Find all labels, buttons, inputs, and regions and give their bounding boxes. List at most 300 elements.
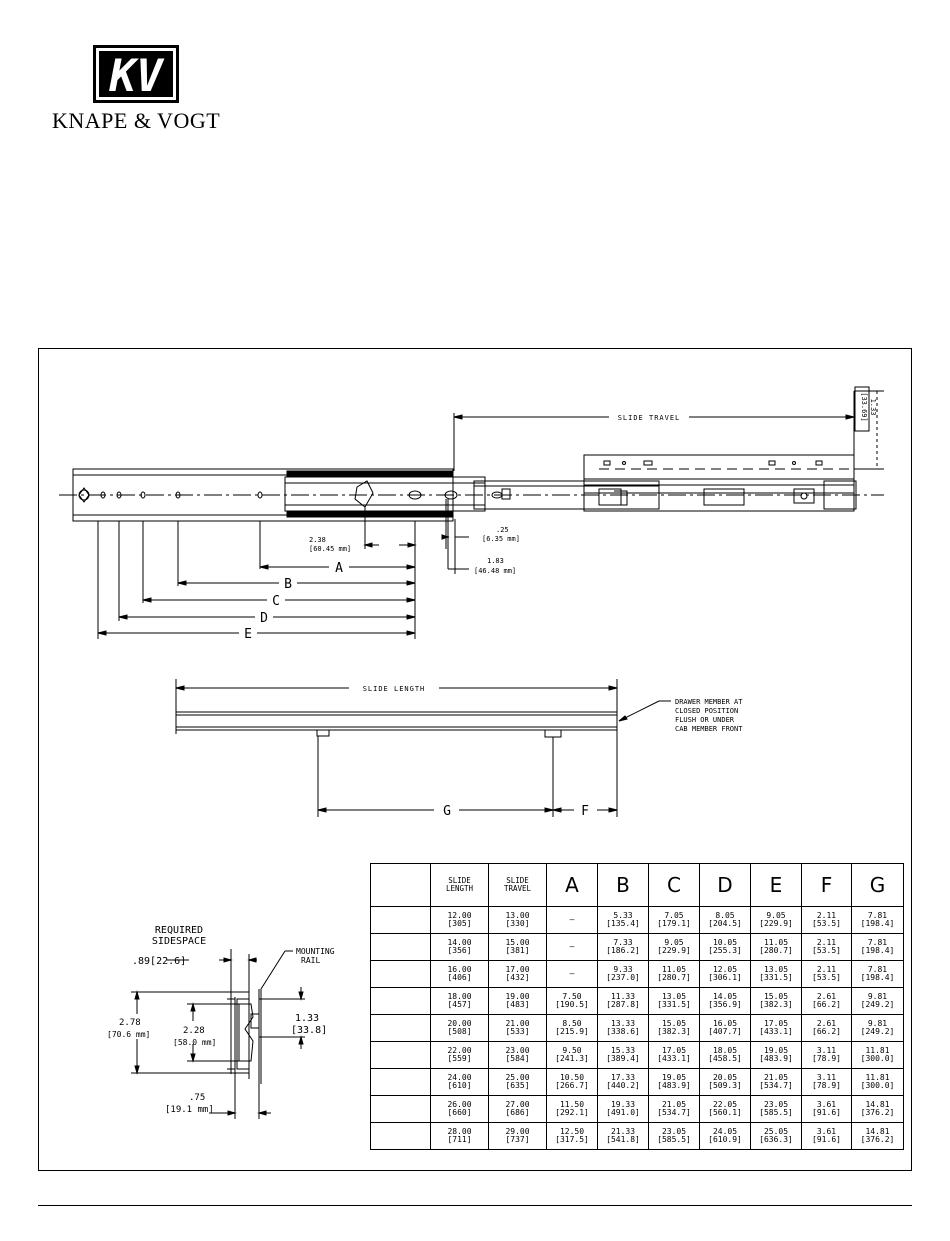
offset-dim-mm: [33.69] [860, 392, 868, 422]
table-cell [751, 1015, 802, 1042]
table-cell [852, 907, 904, 934]
table-cell [802, 1042, 852, 1069]
note-line-4: CAB MEMBER FRONT [675, 725, 743, 733]
table-row [371, 907, 904, 934]
table-cell [700, 961, 751, 988]
cell-mm: [66.2] [812, 1027, 841, 1036]
table-row [371, 1042, 904, 1069]
table-cell [371, 988, 431, 1015]
table-cell [852, 988, 904, 1015]
cell-inches: 12.50 [559, 1126, 585, 1136]
cell-inches: 7.81 [867, 910, 888, 920]
table-cell [700, 934, 751, 961]
cell-inches: 17.33 [610, 1072, 636, 1082]
cell-inches: 2.11 [816, 937, 837, 947]
inner-dim: 2.28 [183, 1026, 205, 1036]
cell-mm: [186.2] [606, 946, 640, 955]
table-cell [598, 1096, 649, 1123]
cell-inches: 15.05 [661, 1018, 687, 1028]
cell-mm: [382.3] [657, 1027, 691, 1036]
cell-mm: [237.0] [606, 973, 640, 982]
cell-inches: 3.61 [816, 1099, 837, 1109]
cell-mm: [560.1] [708, 1108, 742, 1117]
table-cell [700, 907, 751, 934]
cell-mm: [483.9] [657, 1081, 691, 1090]
table-cell [547, 1042, 598, 1069]
note-line-3: FLUSH OR UNDER [675, 716, 735, 724]
dim-label-a: A [335, 561, 343, 576]
cell-mm: [534.7] [759, 1081, 793, 1090]
cell-inches: 12.00 [447, 910, 472, 920]
table-cell [547, 961, 598, 988]
cell-inches: – [569, 941, 575, 951]
thick-dim: .75 [189, 1093, 206, 1103]
cell-inches: 11.50 [559, 1099, 585, 1109]
cell-mm: [66.2] [812, 1000, 841, 1009]
cell-inches: – [569, 968, 575, 978]
cell-mm: [660] [447, 1108, 472, 1117]
cell-mm: [356] [447, 946, 472, 955]
cell-inches: 9.33 [613, 964, 633, 974]
cell-mm: [198.4] [860, 973, 895, 982]
cell-inches: 22.00 [447, 1045, 472, 1055]
table-cell [598, 1042, 649, 1069]
dim-238-mm: [60.45 mm] [309, 545, 352, 553]
cell-inches: 2.11 [816, 910, 837, 920]
cell-mm: [300.0] [860, 1054, 895, 1063]
cell-inches: 12.05 [712, 964, 738, 974]
table-cell [371, 934, 431, 961]
table-cell [852, 1015, 904, 1042]
table-cell [598, 1069, 649, 1096]
cell-mm: [292.1] [555, 1108, 589, 1117]
cell-inches: 20.00 [447, 1018, 472, 1028]
table-cell [700, 1123, 751, 1150]
cell-inches: 21.33 [610, 1126, 636, 1136]
cell-inches: 7.50 [562, 991, 582, 1001]
header-slide-length: SLIDE LENGTH [431, 864, 489, 907]
cell-inches: 11.05 [661, 964, 687, 974]
table-cell [649, 1096, 700, 1123]
cell-mm: [483] [505, 1000, 530, 1009]
table-cell [649, 907, 700, 934]
table-cell [700, 988, 751, 1015]
cell-mm: [406] [447, 973, 472, 982]
cell-inches: 21.05 [763, 1072, 789, 1082]
table-cell [547, 907, 598, 934]
table-cell [649, 1123, 700, 1150]
dim-label-d: D [260, 611, 268, 626]
cell-mm: [249.2] [860, 1000, 895, 1009]
cell-mm: [541.8] [606, 1135, 640, 1144]
dim-025: .25 [496, 526, 509, 534]
slide-dimensions-table [370, 863, 904, 1150]
cell-inches: 8.50 [562, 1018, 582, 1028]
cell-mm: [255.3] [708, 946, 742, 955]
table-cell [598, 1123, 649, 1150]
table-cell [371, 1096, 431, 1123]
table-cell [371, 1015, 431, 1042]
table-cell [547, 934, 598, 961]
cell-inches: 15.05 [763, 991, 789, 1001]
cell-mm: [241.3] [555, 1054, 589, 1063]
cell-inches: 23.00 [505, 1045, 530, 1055]
cell-inches: 10.50 [559, 1072, 585, 1082]
cell-mm: [91.6] [812, 1135, 841, 1144]
cell-mm: [300.0] [860, 1081, 895, 1090]
mounting-rail-1: MOUNTING [296, 947, 335, 956]
cell-mm: [331.5] [657, 1000, 691, 1009]
dim-label-g: G [443, 804, 451, 819]
table-cell [489, 961, 547, 988]
table-cell [802, 1096, 852, 1123]
cell-mm: [509.3] [708, 1081, 742, 1090]
table-cell [598, 988, 649, 1015]
table-cell [649, 988, 700, 1015]
table-cell [489, 988, 547, 1015]
table-cell [547, 1123, 598, 1150]
table-row [371, 1015, 904, 1042]
table-row [371, 961, 904, 988]
cell-inches: 25.05 [763, 1126, 789, 1136]
table-cell [547, 1069, 598, 1096]
header-c: C [649, 864, 700, 907]
header-g: G [852, 864, 904, 907]
table-cell [649, 1069, 700, 1096]
cell-inches: – [569, 914, 575, 924]
cell-inches: 3.11 [816, 1072, 837, 1082]
cell-mm: [686] [505, 1108, 530, 1117]
table-cell [649, 1015, 700, 1042]
cell-inches: 22.05 [712, 1099, 738, 1109]
cell-inches: 23.05 [661, 1126, 687, 1136]
cell-mm: [407.7] [708, 1027, 742, 1036]
cell-inches: 18.00 [447, 991, 472, 1001]
cell-inches: 9.50 [562, 1045, 582, 1055]
sidespace-dim: .89[22.6] [132, 956, 187, 967]
note-line-2: CLOSED POSITION [675, 707, 739, 715]
table-cell [802, 988, 852, 1015]
cell-mm: [330] [505, 919, 530, 928]
table-cell [802, 961, 852, 988]
cell-mm: [338.6] [606, 1027, 640, 1036]
table-cell [751, 1042, 802, 1069]
dim-label-c: C [272, 594, 280, 609]
cell-mm: [53.5] [812, 946, 841, 955]
cell-inches: 10.05 [712, 937, 738, 947]
table-cell [751, 1069, 802, 1096]
cell-mm: [711] [447, 1135, 472, 1144]
table-cell [431, 961, 489, 988]
cell-mm: [508] [447, 1027, 472, 1036]
inner-dim-mm: [58.0 mm] [173, 1038, 217, 1047]
cell-inches: 7.05 [664, 910, 684, 920]
cell-inches: 19.33 [610, 1099, 636, 1109]
cell-mm: [458.5] [708, 1054, 742, 1063]
cell-inches: 17.00 [505, 964, 530, 974]
cell-inches: 14.00 [447, 937, 472, 947]
table-cell [751, 1123, 802, 1150]
mounting-rail-2: RAIL [301, 956, 321, 965]
table-cell [431, 1069, 489, 1096]
cell-inches: 11.81 [865, 1045, 890, 1055]
cell-mm: [331.5] [759, 973, 793, 982]
cell-inches: 21.05 [661, 1099, 687, 1109]
cell-mm: [585.5] [759, 1108, 793, 1117]
table-cell [431, 1042, 489, 1069]
cell-inches: 14.81 [865, 1099, 890, 1109]
table-cell [802, 907, 852, 934]
cell-mm: [198.4] [860, 919, 895, 928]
hole-dim-mm: [33.8] [291, 1025, 328, 1036]
cell-mm: [135.4] [606, 919, 640, 928]
cell-mm: [737] [505, 1135, 530, 1144]
slide-travel-label: SLIDE TRAVEL [617, 414, 681, 422]
table-cell [751, 934, 802, 961]
cell-mm: [356.9] [708, 1000, 742, 1009]
hole-dim: 1.33 [295, 1013, 320, 1024]
cell-inches: 7.33 [613, 937, 633, 947]
cell-inches: 2.11 [816, 964, 837, 974]
cell-inches: 3.11 [816, 1045, 837, 1055]
cell-inches: 13.05 [763, 964, 789, 974]
table-cell [431, 1015, 489, 1042]
cell-inches: 15.33 [610, 1045, 636, 1055]
table-cell [547, 1096, 598, 1123]
cell-mm: [491.0] [606, 1108, 640, 1117]
cell-inches: 17.05 [661, 1045, 687, 1055]
cell-mm: [229.9] [657, 946, 691, 955]
table-cell [649, 961, 700, 988]
cell-inches: 17.05 [763, 1018, 789, 1028]
thick-dim-mm: [19.1 mm] [165, 1105, 214, 1115]
dim-025-mm: [6.35 mm] [482, 535, 520, 543]
cell-mm: [317.5] [555, 1135, 589, 1144]
dim-183: 1.83 [487, 557, 504, 565]
table-cell [802, 1123, 852, 1150]
dim-label-b: B [284, 577, 292, 592]
table-cell [802, 1015, 852, 1042]
knape-vogt-logo-icon [93, 45, 179, 103]
table-row [371, 1096, 904, 1123]
table-row [371, 934, 904, 961]
header-b: B [598, 864, 649, 907]
cell-inches: 16.05 [712, 1018, 738, 1028]
table-cell [431, 988, 489, 1015]
height-dim-mm: [70.6 mm] [107, 1030, 151, 1039]
dim-238: 2.38 [309, 536, 326, 544]
cell-mm: [91.6] [812, 1108, 841, 1117]
cell-mm: [635] [505, 1081, 530, 1090]
cell-inches: 14.05 [712, 991, 738, 1001]
dim-183-mm: [46.48 mm] [474, 567, 517, 575]
table-cell [598, 934, 649, 961]
cell-inches: 24.05 [712, 1126, 738, 1136]
table-cell [371, 961, 431, 988]
cell-inches: 19.00 [505, 991, 530, 1001]
table-cell [489, 934, 547, 961]
cell-inches: 18.05 [712, 1045, 738, 1055]
logo-mark-text: KV [109, 51, 163, 102]
table-row [371, 1123, 904, 1150]
cell-inches: 9.81 [867, 1018, 888, 1028]
table-cell [489, 1096, 547, 1123]
table-cell [489, 1042, 547, 1069]
slide-length-label: SLIDE LENGTH [362, 685, 426, 693]
cell-mm: [610] [447, 1081, 472, 1090]
table-cell [852, 961, 904, 988]
cell-inches: 27.00 [505, 1099, 530, 1109]
header-blank [371, 864, 431, 907]
table-cell [852, 1123, 904, 1150]
brand-name: KNAPE & VOGT [52, 108, 221, 133]
table-cell [700, 1096, 751, 1123]
table-cell [852, 1096, 904, 1123]
header-e: E [751, 864, 802, 907]
table-cell [852, 934, 904, 961]
table-cell [598, 961, 649, 988]
table-cell [852, 1042, 904, 1069]
header-slide-travel: SLIDE TRAVEL [489, 864, 547, 907]
cell-mm: [534.7] [657, 1108, 691, 1117]
cell-mm: [585.5] [657, 1135, 691, 1144]
table-cell [598, 1015, 649, 1042]
table-body [371, 907, 904, 1150]
table-cell [489, 1015, 547, 1042]
cell-inches: 24.00 [447, 1072, 472, 1082]
cell-mm: [533] [505, 1027, 530, 1036]
cell-inches: 9.05 [766, 910, 786, 920]
cell-inches: 20.05 [712, 1072, 738, 1082]
table-cell [371, 907, 431, 934]
cell-mm: [280.7] [657, 973, 691, 982]
table-cell [852, 1069, 904, 1096]
table-cell [700, 1069, 751, 1096]
table-cell [489, 1069, 547, 1096]
cell-mm: [433.1] [759, 1027, 793, 1036]
cell-mm: [179.1] [657, 919, 691, 928]
table-cell [489, 1123, 547, 1150]
cell-mm: [382.3] [759, 1000, 793, 1009]
cell-inches: 23.05 [763, 1099, 789, 1109]
cell-mm: [610.9] [708, 1135, 742, 1144]
cell-inches: 28.00 [447, 1126, 472, 1136]
table-cell [700, 1015, 751, 1042]
cell-inches: 8.05 [715, 910, 735, 920]
cell-mm: [376.2] [860, 1108, 895, 1117]
dim-label-f: F [581, 804, 589, 819]
table-cell [431, 1123, 489, 1150]
cell-mm: [53.5] [812, 919, 841, 928]
table-cell [431, 934, 489, 961]
cell-mm: [305] [447, 919, 472, 928]
table-cell [649, 1042, 700, 1069]
header-d: D [700, 864, 751, 907]
cell-inches: 11.33 [610, 991, 636, 1001]
cell-inches: 16.00 [447, 964, 472, 974]
table-cell [371, 1069, 431, 1096]
cell-mm: [78.9] [812, 1054, 841, 1063]
table-cell [751, 1096, 802, 1123]
cell-inches: 9.05 [664, 937, 684, 947]
cell-mm: [636.3] [759, 1135, 793, 1144]
sidespace-title-2: SIDESPACE [151, 936, 207, 947]
sidespace-title-1: REQUIRED [154, 925, 204, 936]
cell-mm: [266.7] [555, 1081, 589, 1090]
cell-inches: 21.00 [505, 1018, 530, 1028]
cell-inches: 14.81 [865, 1126, 890, 1136]
cell-inches: 13.00 [505, 910, 530, 920]
table-cell [547, 988, 598, 1015]
table-cell [598, 907, 649, 934]
cell-mm: [204.5] [708, 919, 742, 928]
table-cell [431, 1096, 489, 1123]
cell-mm: [306.1] [708, 973, 742, 982]
cell-mm: [376.2] [860, 1135, 895, 1144]
dim-label-e: E [244, 627, 252, 642]
cell-inches: 15.00 [505, 937, 530, 947]
cell-inches: 5.33 [613, 910, 633, 920]
cell-inches: 19.05 [661, 1072, 687, 1082]
table-cell [751, 961, 802, 988]
cell-inches: 29.00 [505, 1126, 530, 1136]
footer-divider [38, 1205, 912, 1206]
table-cell [751, 907, 802, 934]
table-cell [802, 1069, 852, 1096]
table-cell [802, 934, 852, 961]
cell-inches: 13.33 [610, 1018, 636, 1028]
cell-mm: [432] [505, 973, 530, 982]
cell-inches: 11.81 [865, 1072, 890, 1082]
cell-inches: 2.61 [816, 991, 837, 1001]
cell-mm: [440.2] [606, 1081, 640, 1090]
table-cell [547, 1015, 598, 1042]
cell-mm: [78.9] [812, 1081, 841, 1090]
cell-mm: [381] [505, 946, 530, 955]
cell-inches: 13.05 [661, 991, 687, 1001]
cell-mm: [249.2] [860, 1027, 895, 1036]
cell-mm: [190.5] [555, 1000, 589, 1009]
cell-mm: [483.9] [759, 1054, 793, 1063]
height-dim: 2.78 [119, 1018, 141, 1028]
cell-inches: 9.81 [867, 991, 888, 1001]
table-cell [649, 934, 700, 961]
cell-mm: [53.5] [812, 973, 841, 982]
note-line-1: DRAWER MEMBER AT [675, 698, 743, 706]
table-cell [489, 907, 547, 934]
cell-inches: 19.05 [763, 1045, 789, 1055]
header-f: F [802, 864, 852, 907]
cell-inches: 11.05 [763, 937, 789, 947]
table-cell [751, 988, 802, 1015]
table-row [371, 1069, 904, 1096]
cell-mm: [389.4] [606, 1054, 640, 1063]
table-header-row [371, 864, 904, 907]
cell-inches: 7.81 [867, 937, 888, 947]
table-cell [700, 1042, 751, 1069]
cell-mm: [280.7] [759, 946, 793, 955]
cell-inches: 3.61 [816, 1126, 837, 1136]
cell-mm: [229.9] [759, 919, 793, 928]
table-row [371, 988, 904, 1015]
cell-inches: 7.81 [867, 964, 888, 974]
table-cell [371, 1123, 431, 1150]
cell-mm: [215.9] [555, 1027, 589, 1036]
cell-mm: [433.1] [657, 1054, 691, 1063]
cell-inches: 25.00 [505, 1072, 530, 1082]
table-cell [371, 1042, 431, 1069]
cell-mm: [584] [505, 1054, 530, 1063]
